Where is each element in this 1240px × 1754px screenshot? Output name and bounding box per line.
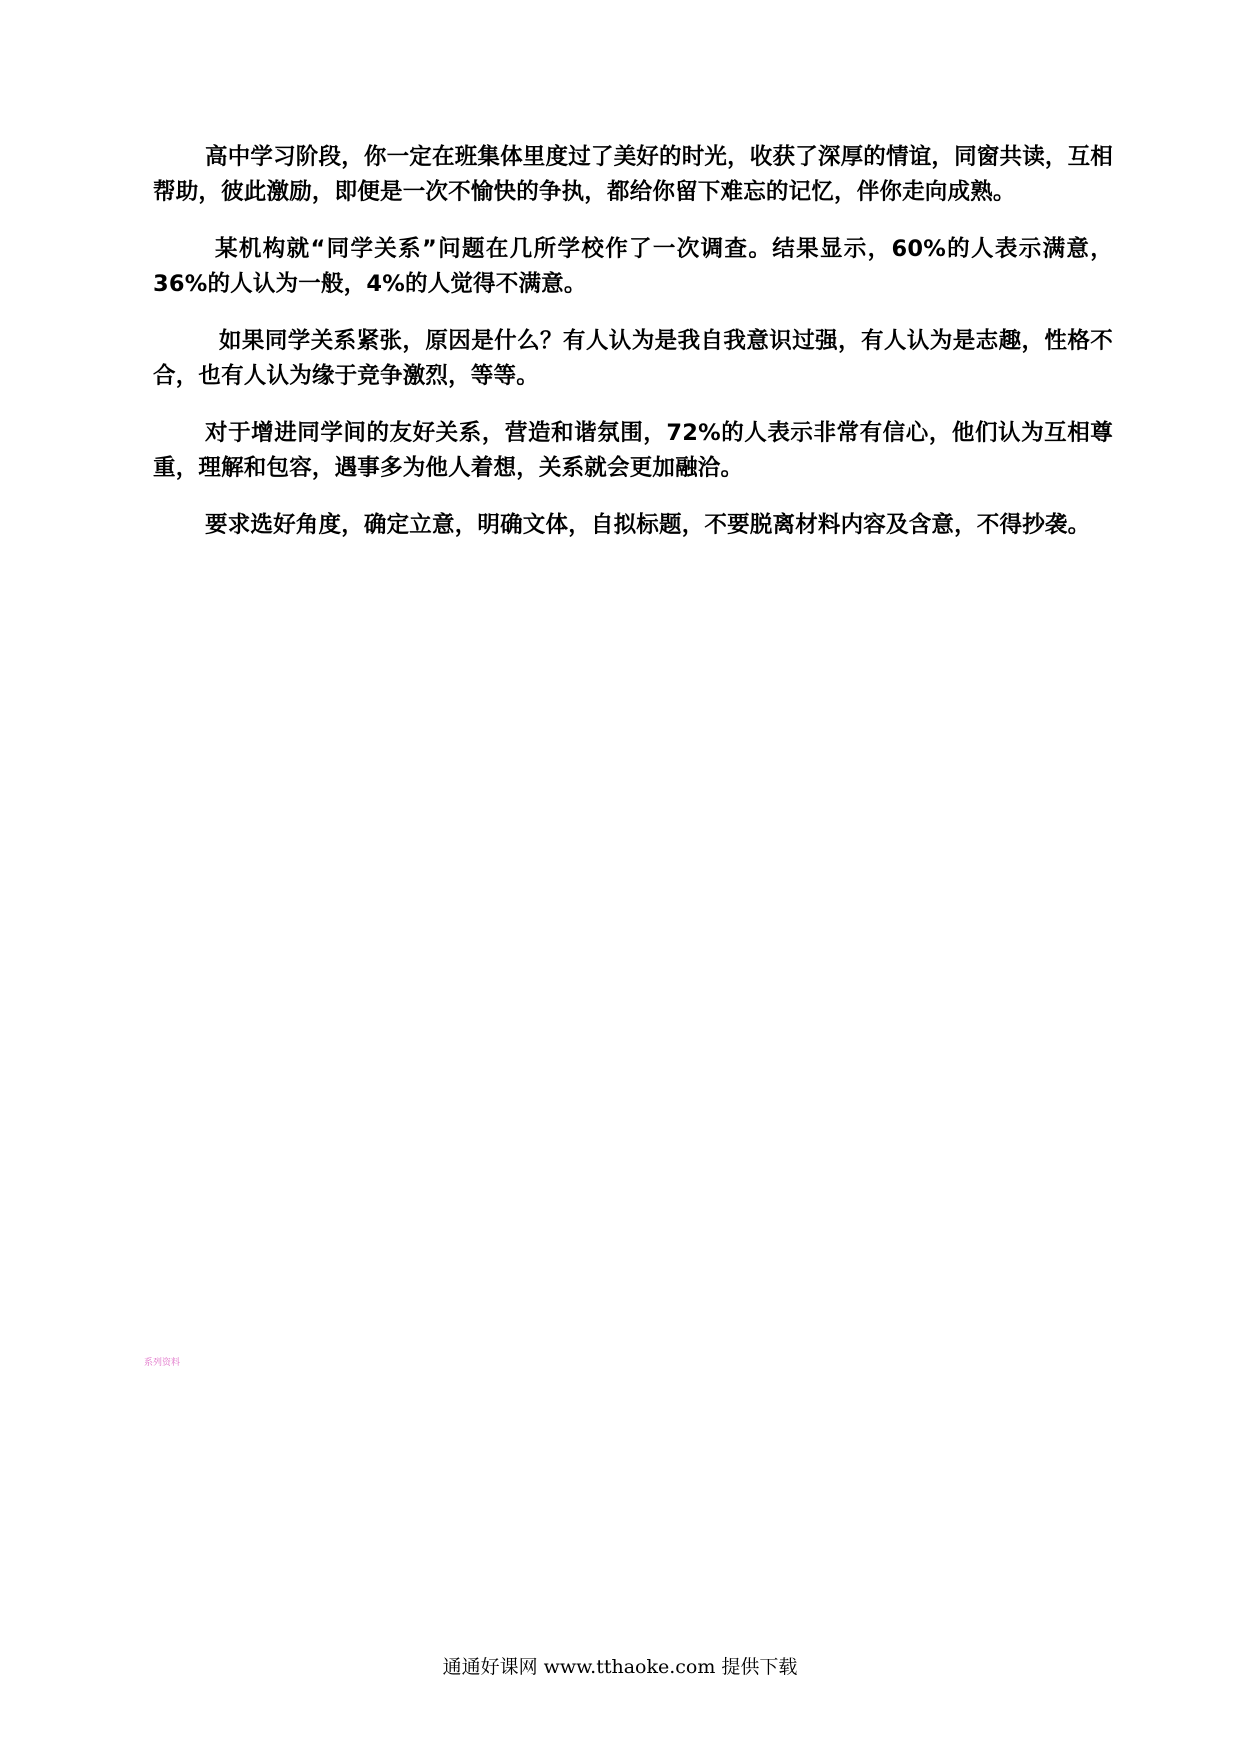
paragraph-survey: 某机构就“同学关系”问题在几所学校作了一次调查。结果显示，60%的人表示满意，36%的人认为一般，4%的人觉得不满意。 [153, 236, 1113, 297]
document-body [153, 140, 1113, 565]
page-footer: 通通好课网 www.tthaoke.com 提供下载 [442, 1656, 798, 1678]
paragraph-reasons: 如果同学关系紧张，原因是什么？有人认为是我自我意识过强，有人认为是志趣，性格不合，也有人认为缘于竞争激烈，等等。 [153, 328, 1113, 389]
paragraph-confidence: 对于增进同学间的友好关系，营造和谐氛围，72%的人表示非常有信心，他们认为互相尊重，理解和包容，遇事多为他人着想，关系就会更加融洽。 [153, 420, 1113, 481]
watermark-text: 系列资料 [144, 1358, 181, 1368]
paragraph-intro: 高中学习阶段，你一定在班集体里度过了美好的时光，收获了深厚的情谊，同窗共读，互相帮助，彼此激励，即便是一次不愉快的争执，都给你留下难忘的记忆，伴你走向成熟。 [153, 144, 1114, 205]
paragraph-requirements: 要求选好角度，确定立意，明确文体，自拟标题，不要脱离材料内容及含意，不得抄袭。 [205, 512, 1091, 538]
